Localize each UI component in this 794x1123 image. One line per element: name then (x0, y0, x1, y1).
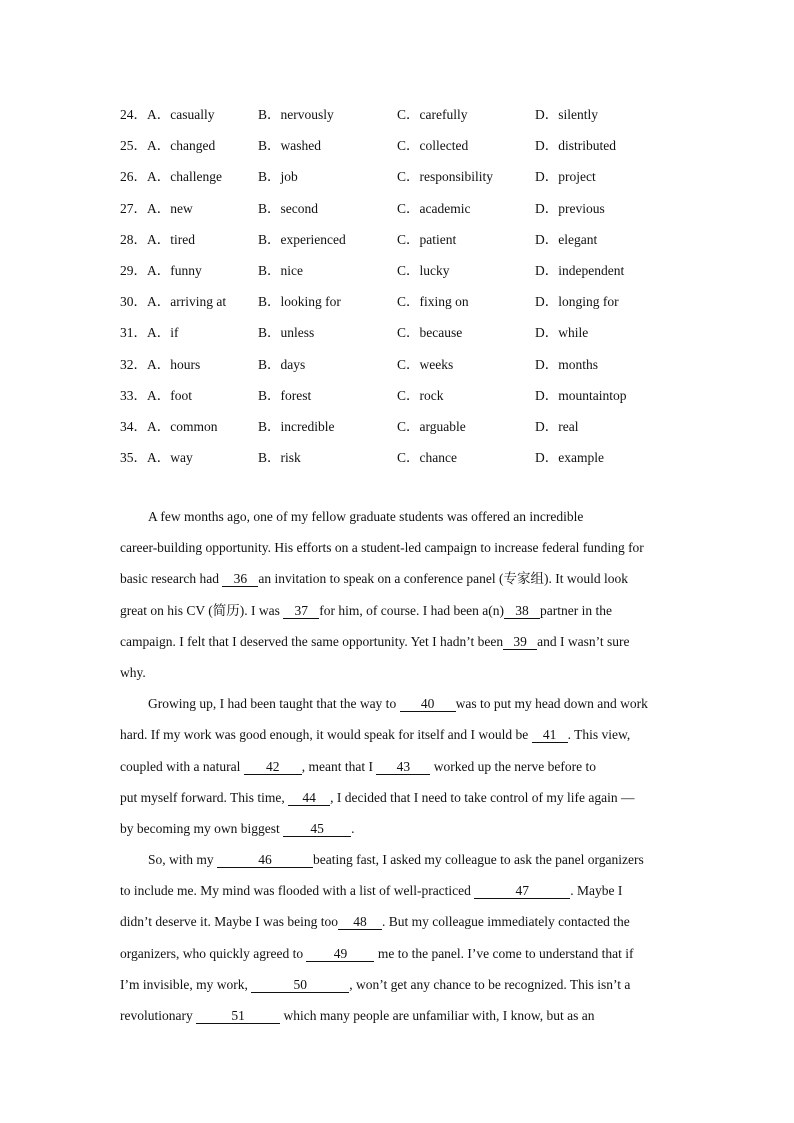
blank-43: 43 (376, 759, 430, 775)
passage-text: A few months ago, one of my fellow graduate students was offered an incredible (148, 509, 584, 524)
option-d: D．distributed (535, 138, 616, 154)
blank-47: 47 (474, 883, 570, 899)
blank-36: 36 (222, 571, 258, 587)
passage-text: to include me. My mind was flooded with a list of well-practiced (120, 883, 475, 899)
passage-line (120, 1006, 680, 1037)
option-a (120, 165, 222, 185)
option-b: B．job (258, 169, 298, 185)
option-row (120, 197, 740, 228)
option-a (120, 384, 192, 404)
blank-49: 49 (306, 946, 374, 962)
blank-37: 37 (283, 603, 319, 619)
option-row (120, 134, 740, 165)
option-c: C．chance (397, 450, 457, 466)
question-number: 28． (120, 231, 147, 247)
passage-line (120, 725, 680, 756)
option-a (120, 134, 215, 154)
option-row (120, 259, 740, 290)
question-number: 29． (120, 262, 147, 278)
option-row (120, 321, 740, 352)
option-text: A．arriving at (147, 294, 227, 310)
passage-line (120, 632, 680, 663)
blank-38: 38 (504, 603, 540, 619)
option-text: A．if (147, 325, 179, 341)
passage-text: , won’t get any chance to be recognized. This isn’t a (349, 976, 631, 992)
passage-text: Growing up, I had been taught that the way to (148, 696, 400, 712)
passage-line (120, 757, 680, 788)
passage-text: . This view, (567, 727, 631, 743)
option-d: D．previous (535, 200, 605, 216)
option-row (120, 290, 740, 321)
passage-text: why. (120, 664, 146, 680)
option-c: C．rock (397, 387, 444, 403)
option-row (120, 103, 740, 134)
option-text: A．foot (147, 387, 192, 403)
question-number: 27． (120, 200, 147, 216)
option-text: A．hours (147, 356, 201, 372)
option-a (120, 415, 218, 435)
option-c: C．arguable (397, 418, 466, 434)
passage-text: So, with my (148, 852, 218, 868)
option-list (120, 103, 740, 477)
option-row (120, 415, 740, 446)
passage-text: . Maybe I (570, 883, 623, 899)
option-c: C．carefully (397, 107, 468, 122)
passage-text: coupled with a natural (120, 758, 244, 774)
question-number: 24． (120, 107, 147, 122)
option-a (120, 103, 214, 123)
passage-text: beating fast, I asked my colleague to ask the panel organizers (313, 852, 644, 868)
question-number: 32． (120, 356, 147, 372)
passage-text: didn’t deserve it. Maybe I was being too (120, 914, 338, 930)
option-d: D．longing for (535, 294, 619, 310)
passage-text: put myself forward. This time, (120, 789, 289, 805)
passage-line (120, 912, 680, 943)
passage-text: organizers, who quickly agreed to (120, 945, 307, 961)
question-number: 25． (120, 138, 147, 154)
option-row (120, 353, 740, 384)
option-text: A．funny (147, 262, 202, 278)
option-row (120, 165, 740, 196)
blank-48: 48 (338, 914, 382, 930)
option-d: D．example (535, 450, 604, 466)
passage-line (120, 569, 680, 600)
blank-40: 40 (400, 696, 456, 712)
option-b: B．days (258, 356, 306, 372)
option-text: A．challenge (147, 169, 222, 185)
question-number: 35． (120, 450, 147, 466)
blank-51: 51 (196, 1008, 280, 1024)
passage-text: campaign. I felt that I deserved the same opportunity. Yet I hadn’t been (120, 633, 504, 649)
option-row (120, 446, 740, 477)
passage-line (120, 507, 680, 538)
passage-text: . But my colleague immediately contacted the (381, 914, 630, 930)
passage-line (120, 788, 680, 819)
passage-line (120, 663, 680, 694)
option-c: C．collected (397, 138, 469, 154)
question-number: 31． (120, 325, 147, 341)
option-row (120, 228, 740, 259)
passage-text: revolutionary (120, 1008, 197, 1023)
option-d: D．independent (535, 262, 625, 278)
blank-46: 46 (217, 852, 313, 868)
passage-line (120, 944, 680, 975)
option-d: D．silently (535, 107, 598, 122)
option-a (120, 228, 195, 248)
option-a (120, 353, 200, 373)
option-text: A．tired (147, 231, 195, 247)
option-c: C．because (397, 325, 463, 341)
option-c: C．responsibility (397, 169, 494, 185)
passage-text: which many people are unfamiliar with, I know, but as an (280, 1008, 595, 1023)
option-d: D．while (535, 325, 589, 341)
option-text: A．new (147, 200, 193, 216)
passage-text: , I decided that I need to take control of my life again — (330, 789, 635, 805)
passage-line (120, 975, 680, 1006)
passage-text: . (351, 820, 355, 836)
option-a (120, 259, 202, 279)
passage-text: I’m invisible, my work, (120, 976, 252, 992)
option-b: B．unless (258, 325, 315, 341)
option-b: B．incredible (258, 418, 335, 434)
option-a (120, 197, 193, 217)
passage-text: for him, of course. I had been a(n) (319, 602, 505, 618)
passage-text: , meant that I (301, 758, 377, 774)
question-number: 34． (120, 418, 147, 434)
passage-line (120, 819, 680, 850)
passage-line (120, 881, 680, 912)
option-c: C．fixing on (397, 294, 469, 310)
option-b: B．nice (258, 262, 303, 278)
option-c: C．lucky (397, 262, 450, 278)
blank-50: 50 (251, 977, 349, 993)
blank-44: 44 (288, 790, 330, 806)
passage-text: and I wasn’t sure (537, 633, 630, 649)
blank-41: 41 (532, 727, 568, 743)
option-d: D．months (535, 356, 599, 372)
passage-text: basic research had (120, 571, 223, 587)
option-c: C．weeks (397, 356, 454, 372)
cloze-passage (120, 507, 680, 1037)
question-number: 33． (120, 387, 147, 403)
passage-text: an invitation to speak on a conference panel (专家组). It would look (258, 571, 628, 587)
option-a (120, 290, 226, 310)
option-b: B．forest (258, 387, 312, 403)
option-d: D．real (535, 418, 579, 434)
option-text: A．way (147, 450, 193, 466)
option-d: D．elegant (535, 231, 598, 247)
option-b: B．experienced (258, 231, 346, 247)
blank-42: 42 (244, 759, 302, 775)
passage-text: hard. If my work was good enough, it would speak for itself and I would be (120, 727, 532, 743)
passage-text: career-building opportunity. His efforts on a student-led campaign to increase federal funding for (120, 540, 644, 556)
option-b: B．risk (258, 450, 301, 466)
option-text: A．common (147, 418, 218, 434)
option-b: B．second (258, 200, 318, 216)
passage-text: great on his CV (简历). I was (120, 602, 284, 618)
option-a (120, 321, 179, 341)
question-number: 30． (120, 294, 147, 310)
passage-line (120, 538, 680, 569)
option-b: B．nervously (258, 107, 334, 122)
blank-45: 45 (283, 821, 351, 837)
passage-text: was to put my head down and work (455, 696, 648, 712)
passage-text: partner in the (540, 602, 613, 618)
option-a (120, 446, 193, 466)
option-b: B．looking for (258, 294, 341, 310)
option-text: A．casually (147, 107, 215, 122)
option-text: A．changed (147, 138, 216, 154)
option-b: B．washed (258, 138, 321, 154)
option-d: D．mountaintop (535, 387, 627, 403)
blank-39: 39 (503, 634, 537, 650)
option-c: C．patient (397, 231, 457, 247)
option-d: D．project (535, 169, 596, 185)
option-row (120, 384, 740, 415)
passage-text: by becoming my own biggest (120, 820, 284, 836)
question-number: 26． (120, 169, 147, 185)
passage-line (120, 694, 680, 725)
passage-text: me to the panel. I’ve come to understand that if (374, 945, 634, 961)
passage-line (120, 601, 680, 632)
option-c: C．academic (397, 200, 471, 216)
passage-text: worked up the nerve before to (430, 758, 597, 774)
passage-line (120, 850, 680, 881)
